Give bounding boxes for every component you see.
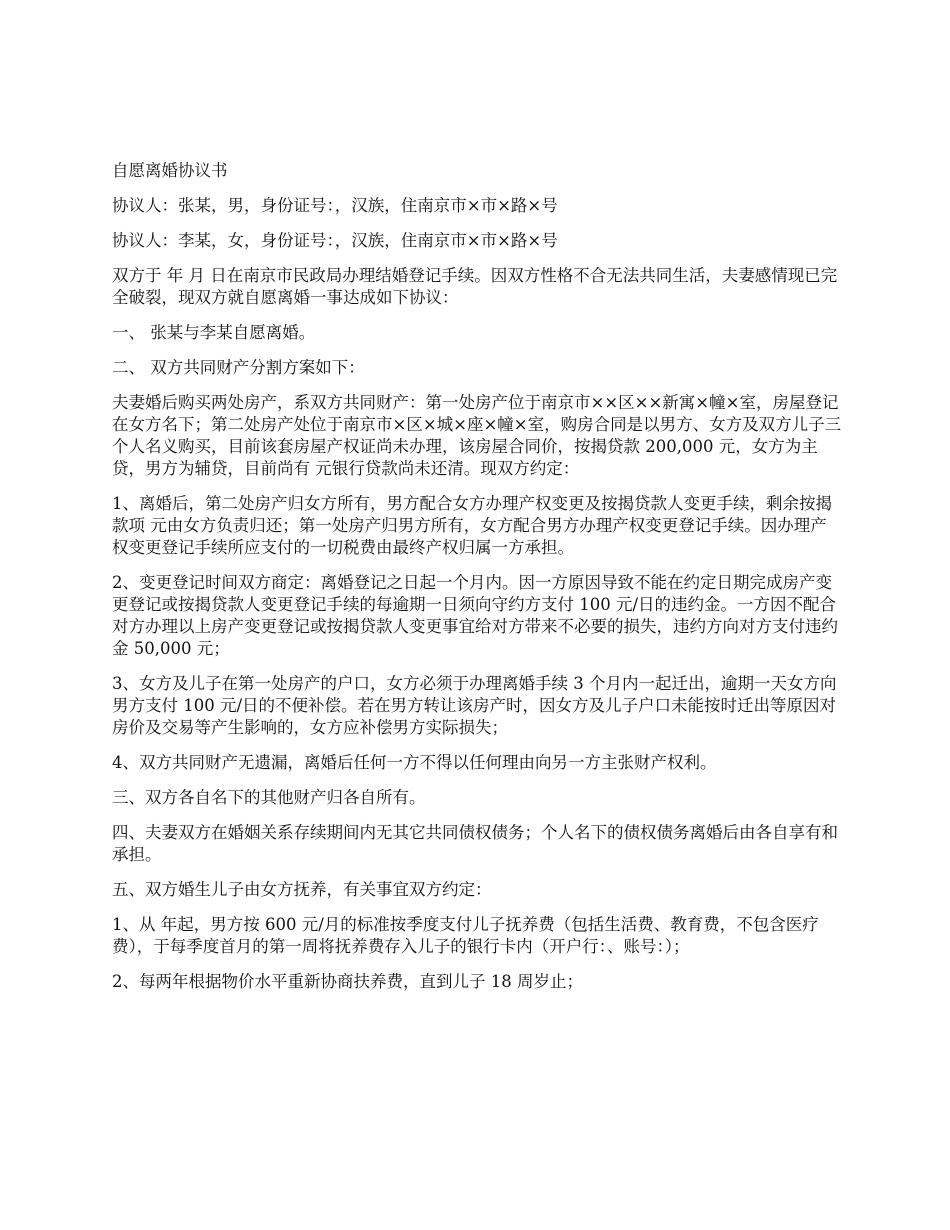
party-info-male: 协议人：张某，男，身份证号：，汉族，住南京市×市×路×号	[112, 196, 558, 215]
custody-item-1: 1、从 年起，男方按 600 元/月的标准按季度支付儿子抚养费（包括生活费、教育费，不包含医疗费），于每季度首月的第一周将抚养费存入儿子的银行卡内（开户行：、账号：）；	[112, 915, 819, 956]
property-item-3: 3、女方及儿子在第一处房产的户口，女方必须于办理离婚手续 3 个月内一起迁出，逾期一天女方向男方支付 100 元/日的不便补偿。若在男方转让该房产时，因女方及儿子户口未能按时迁出等原因对房价及交易等产生影响的，女方应补偿男方实际损失；	[112, 674, 837, 737]
clause-3: 三、双方各自名下的其他财产归各自所有。	[112, 788, 426, 807]
property-description: 夫妻婚后购买两处房产，系双方共同财产：第一处房产位于南京市××区××新寓×幢×室，房屋登记在女方名下；第二处房产处位于南京市×区×城×座×幢×室，购房合同是以男方、女方及双方儿子三个人名义购买，目前该套房屋产权证尚未办理，该房屋合同价，按揭贷款 200,000 元，女方为主贷，男方为辅贷，目前尚有 元银行贷款尚未还清。现双方约定：	[112, 393, 842, 478]
property-item-2: 2、变更登记时间双方商定：离婚登记之日起一个月内。因一方原因导致不能在约定日期完成房产变更登记或按揭贷款人变更登记手续的每逾期一日须向守约方支付 100 元/日的违约金。一方因不配合对方办理以上房产变更登记或按揭贷款人变更事宜给对方带来不必要的损失，违约方向对方支付违约金 50,000 元；	[112, 573, 838, 658]
clause-4: 四、夫妻双方在婚姻关系存续期间内无其它共同债权债务；个人名下的债权债务离婚后由各自享有和承担。	[112, 823, 838, 864]
clause-1: 一、 张某与李某自愿离婚。	[112, 323, 316, 342]
document-title: 自愿离婚协议书	[112, 161, 228, 180]
preamble-paragraph: 双方于 年 月 日在南京市民政局办理结婚登记手续。因双方性格不合无法共同生活，夫妻感情现已完全破裂，现双方就自愿离婚一事达成如下协议：	[112, 266, 838, 307]
document-body	[112, 160, 842, 1006]
property-item-4: 4、双方共同财产无遗漏，离婚后任何一方不得以任何理由向另一方主张财产权利。	[112, 753, 717, 772]
party-info-female: 协议人：李某，女，身份证号：，汉族，住南京市×市×路×号	[112, 231, 558, 250]
custody-item-2: 2、每两年根据物价水平重新协商扶养费，直到儿子 18 周岁止；	[112, 972, 583, 991]
property-item-1: 1、离婚后，第二处房产归女方所有，男方配合女方办理产权变更及按揭贷款人变更手续，剩余按揭款项 元由女方负责归还；第一处房产归男方所有，女方配合男方办理产权变更登记手续。因办理产权变更登记手续所应支付的一切税费由最终产权归属一方承担。	[112, 494, 832, 557]
clause-5: 五、双方婚生儿子由女方抚养，有关事宜双方约定：	[112, 880, 492, 899]
clause-2: 二、 双方共同财产分割方案如下：	[112, 358, 365, 377]
